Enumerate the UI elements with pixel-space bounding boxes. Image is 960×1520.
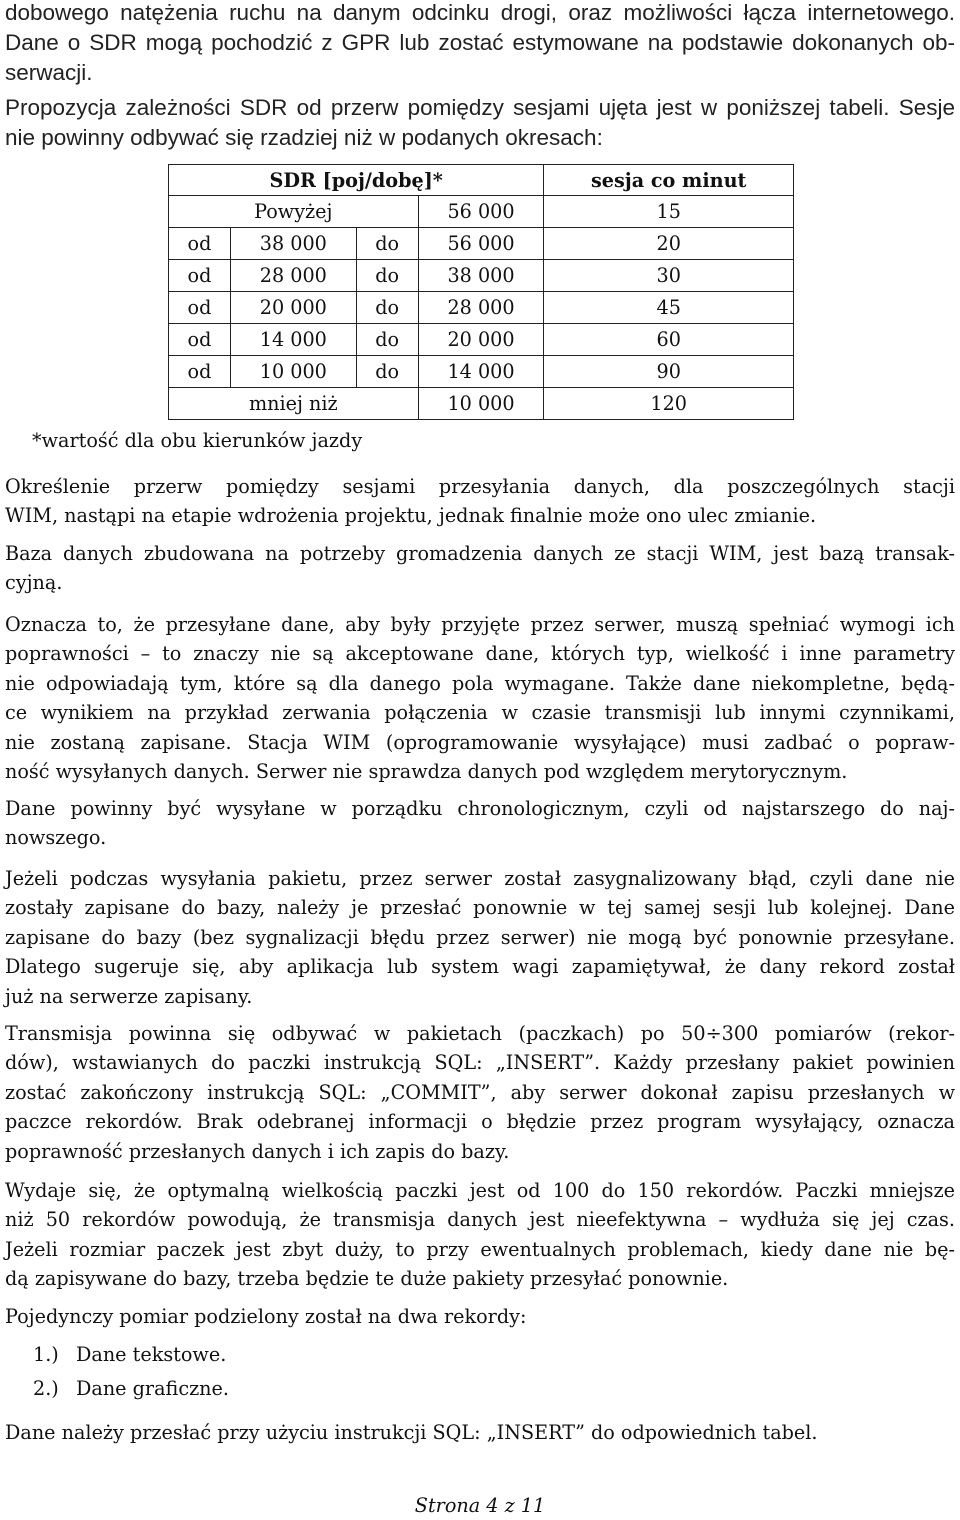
text-line: cyjną. — [5, 571, 63, 595]
row-minutes: 60 — [544, 324, 794, 356]
paragraph-records — [5, 1302, 955, 1331]
text-line: dobowego natężenia ruchu na danym odcinku drogi, oraz możliwości łącza internetowego. — [5, 0, 955, 25]
to-label: do — [356, 228, 418, 260]
to-value: 38 000 — [418, 260, 544, 292]
from-label: od — [169, 228, 231, 260]
to-value: 14 000 — [418, 356, 544, 388]
from-label: od — [169, 356, 231, 388]
paragraph-break-intervals — [5, 472, 955, 531]
text-line: paczce rekordów. Brak odebranej informacji o błędzie przez program wysyłający, oznacza — [5, 1110, 955, 1134]
paragraph-database — [5, 539, 955, 598]
text-line: nowszego. — [5, 826, 107, 850]
from-label: od — [169, 324, 231, 356]
to-value: 20 000 — [418, 324, 544, 356]
row-value: 56 000 — [418, 196, 544, 228]
text-line: ce wynikiem na przykład zerwania połączenia w czasie transmisji lub innymi czynnikami, — [5, 701, 955, 725]
list-item — [33, 1377, 229, 1400]
from-label: od — [169, 260, 231, 292]
text-line: poprawności – to znaczy nie są akceptowane dane, których typ, wielkość i inne parametry — [5, 642, 955, 666]
table-row — [169, 324, 794, 356]
table-header-row — [169, 165, 794, 196]
text-line: zapisane do bazy (bez sygnalizacji błędu przez serwer) nie mogą być ponownie przesyłane. — [5, 925, 955, 949]
to-value: 56 000 — [418, 228, 544, 260]
table-row — [169, 388, 794, 420]
row-minutes: 120 — [544, 388, 794, 420]
from-value: 10 000 — [230, 356, 356, 388]
table-row — [169, 356, 794, 388]
page-number: Strona 4 z 11 — [414, 1494, 546, 1517]
text-line: Dane należy przesłać przy użyciu instrukcji SQL: „INSERT” do odpowiednich tabel. — [5, 1421, 818, 1444]
text-line: WIM, nastąpi na etapie wdrożenia projektu, jednak finalnie może ono ulec zmianie. — [5, 504, 817, 528]
text-line: Propozycja zależności SDR od przerw pomiędzy sesjami ujęta jest w poniższej tabeli. Sesje — [5, 95, 955, 120]
to-label: do — [356, 292, 418, 324]
text-line: Dlatego sugeruje się, aby aplikacja lub system wagi zapamiętywał, że dany rekord został — [5, 955, 955, 979]
text-line: zostać zakończony instrukcją SQL: „COMMIT”, aby serwer dokonał zapisu przesłanych w — [5, 1080, 955, 1104]
text-line: zostały zapisane do bazy, należy je przesłać ponownie w tej samej sesji lub kolejnej. Dane — [5, 896, 955, 920]
text-line: Wydaje się, że optymalną wielkością paczki jest od 100 do 150 rekordów. Paczki mniejsze — [5, 1179, 955, 1202]
paragraph-validation — [5, 610, 955, 786]
from-value: 28 000 — [230, 260, 356, 292]
text-line: Pojedynczy pomiar podzielony został na dwa rekordy: — [5, 1305, 527, 1328]
sdr-session-table — [168, 164, 794, 420]
list-text: Dane tekstowe. — [76, 1343, 227, 1366]
intro-paragraph — [5, 0, 955, 88]
list-number: 2.) — [33, 1377, 59, 1400]
to-value: 28 000 — [418, 292, 544, 324]
row-minutes: 45 — [544, 292, 794, 324]
from-value: 14 000 — [230, 324, 356, 356]
list-text: Dane graficzne. — [76, 1377, 229, 1400]
row-value: 10 000 — [418, 388, 544, 420]
row-minutes: 30 — [544, 260, 794, 292]
text-line: dów), wstawianych do paczki instrukcją SQL: „INSERT”. Każdy przesłany pakiet powinien — [5, 1051, 955, 1075]
paragraph-chronology — [5, 794, 955, 853]
table-footnote: *wartość dla obu kierunków jazdy — [32, 429, 363, 452]
paragraph-packet-size — [5, 1176, 955, 1294]
text-line: niż 50 rekordów powodują, że transmisja danych jest nieefektywna – wydłuża się jej czas. — [5, 1208, 955, 1232]
paragraph-insert — [5, 1418, 955, 1447]
text-line: Baza danych zbudowana na potrzeby gromadzenia danych ze stacji WIM, jest bazą transak- — [5, 542, 955, 565]
row-minutes: 15 — [544, 196, 794, 228]
text-line: nie zostaną zapisane. Stacja WIM (oprogramowanie wysyłające) musi zadbać o popraw- — [5, 730, 955, 754]
text-line: Oznacza to, że przesyłane dane, aby były przyjęte przez serwer, muszą spełniać wymogi ich — [5, 613, 955, 636]
row-minutes: 20 — [544, 228, 794, 260]
header-session: sesja co minut — [544, 165, 794, 196]
text-line: już na serwerze zapisany. — [5, 984, 253, 1008]
row-label: Powyżej — [169, 196, 419, 228]
header-sdr: SDR [poj/dobę]* — [169, 165, 544, 196]
table-row — [169, 228, 794, 260]
from-label: od — [169, 292, 231, 324]
list-item — [33, 1343, 226, 1366]
text-line: poprawność przesłanych danych i ich zapis do bazy. — [5, 1139, 510, 1163]
paragraph-errors — [5, 864, 955, 1011]
row-label: mniej niż — [169, 388, 419, 420]
table-row — [169, 292, 794, 324]
text-line: Dane o SDR mogą pochodzić z GPR lub zostać estymowane na podstawie dokonanych ob- — [5, 30, 955, 55]
text-line: ność wysyłanych danych. Serwer nie sprawdza danych pod względem merytorycznym. — [5, 760, 848, 784]
list-number: 1.) — [33, 1343, 59, 1366]
to-label: do — [356, 356, 418, 388]
from-value: 38 000 — [230, 228, 356, 260]
text-line: nie powinny odbywać się rzadziej niż w podanych okresach: — [5, 125, 603, 150]
to-label: do — [356, 324, 418, 356]
table-row — [169, 196, 794, 228]
text-line: Określenie przerw pomiędzy sesjami przesyłania danych, dla poszczególnych stacji — [5, 475, 955, 498]
text-line: dą zapisywane do bazy, trzeba będzie te duże pakiety przesyłać ponownie. — [5, 1267, 729, 1291]
text-line: nie odpowiadają tym, które są dla danego pola wymagane. Także dane niekompletne, będą- — [5, 671, 955, 695]
text-line: Dane powinny być wysyłane w porządku chronologicznym, czyli od najstarszego do naj- — [5, 797, 955, 820]
to-label: do — [356, 260, 418, 292]
row-minutes: 90 — [544, 356, 794, 388]
text-line: Transmisja powinna się odbywać w pakietach (paczkach) po 50÷300 pomiarów (rekor- — [5, 1022, 955, 1045]
proposal-paragraph — [5, 93, 955, 153]
text-line: Jeżeli rozmiar paczek jest zbyt duży, to przy ewentualnych problemach, kiedy dane nie bę- — [5, 1237, 955, 1261]
from-value: 20 000 — [230, 292, 356, 324]
text-line: Jeżeli podczas wysyłania pakietu, przez serwer został zasygnalizowany błąd, czyli dane nie — [5, 867, 955, 890]
paragraph-transmission — [5, 1019, 955, 1166]
text-line: serwacji. — [5, 60, 93, 85]
table-row — [169, 260, 794, 292]
